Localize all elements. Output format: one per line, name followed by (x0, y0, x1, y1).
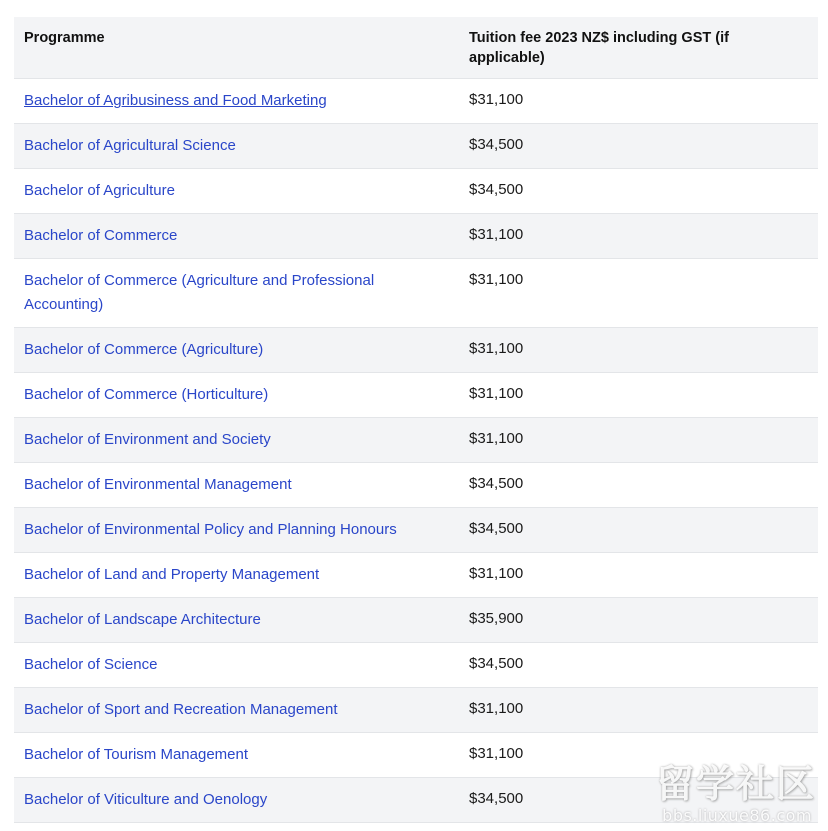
programme-cell (14, 778, 459, 823)
fee-cell: $31,100 (459, 688, 818, 733)
column-header-tuition-fee: Tuition fee 2023 NZ$ including GST (if applicable) (459, 17, 818, 79)
table-row (14, 508, 818, 553)
programme-cell (14, 373, 459, 418)
fee-cell: $34,500 (459, 463, 818, 508)
programme-link[interactable]: Bachelor of Commerce (Agriculture and Professional Accounting) (24, 272, 375, 313)
table-row (14, 259, 818, 328)
programme-cell (14, 508, 459, 553)
programme-link[interactable]: Bachelor of Science (24, 656, 158, 673)
watermark-url: bbs.liuxue86.com (662, 806, 812, 825)
watermark-title: 留学社区 (656, 762, 817, 806)
tuition-fee-table-container (14, 17, 818, 823)
fee-cell: $31,100 (459, 328, 818, 373)
programme-link[interactable]: Bachelor of Landscape Architecture (24, 611, 261, 628)
fee-cell: $34,500 (459, 169, 818, 214)
fee-cell: $31,100 (459, 418, 818, 463)
programme-link[interactable]: Bachelor of Environmental Management (24, 476, 292, 493)
programme-cell (14, 643, 459, 688)
programme-cell (14, 418, 459, 463)
table-row (14, 688, 818, 733)
programme-cell (14, 553, 459, 598)
table-row (14, 463, 818, 508)
programme-link[interactable]: Bachelor of Commerce (Horticulture) (24, 386, 269, 403)
fee-cell: $31,100 (459, 214, 818, 259)
table-row (14, 79, 818, 124)
table-row (14, 124, 818, 169)
programme-cell (14, 733, 459, 778)
fee-cell: $34,500 (459, 778, 818, 823)
fee-cell: $35,900 (459, 598, 818, 643)
table-row (14, 778, 818, 823)
column-header-programme: Programme (14, 17, 459, 79)
table-row (14, 643, 818, 688)
programme-link[interactable]: Bachelor of Sport and Recreation Management (24, 701, 338, 718)
programme-link[interactable]: Bachelor of Land and Property Management (24, 566, 320, 583)
programme-link[interactable]: Bachelor of Commerce (24, 227, 178, 244)
programme-link[interactable]: Bachelor of Tourism Management (24, 746, 249, 763)
programme-link[interactable]: Bachelor of Commerce (Agriculture) (24, 341, 264, 358)
fee-cell: $34,500 (459, 124, 818, 169)
programme-cell (14, 259, 459, 328)
programme-link[interactable]: Bachelor of Viticulture and Oenology (24, 791, 268, 808)
table-row (14, 328, 818, 373)
table-row (14, 418, 818, 463)
fee-cell: $31,100 (459, 259, 818, 328)
programme-link[interactable]: Bachelor of Environment and Society (24, 431, 271, 448)
table-row (14, 373, 818, 418)
table-row (14, 169, 818, 214)
programme-cell (14, 463, 459, 508)
programme-cell (14, 124, 459, 169)
programme-cell (14, 328, 459, 373)
programme-cell (14, 688, 459, 733)
fee-cell: $31,100 (459, 79, 818, 124)
programme-link[interactable]: Bachelor of Agricultural Science (24, 137, 236, 154)
table-row (14, 553, 818, 598)
programme-cell (14, 598, 459, 643)
programme-cell (14, 214, 459, 259)
table-header-row (14, 17, 818, 79)
table-row (14, 214, 818, 259)
table-row (14, 733, 818, 778)
fee-cell: $34,500 (459, 643, 818, 688)
fee-cell: $31,100 (459, 733, 818, 778)
programme-cell (14, 79, 459, 124)
tuition-fee-table (14, 17, 818, 823)
programme-cell (14, 169, 459, 214)
programme-link[interactable]: Bachelor of Agribusiness and Food Marketing (24, 92, 327, 109)
programme-link[interactable]: Bachelor of Agriculture (24, 182, 175, 199)
fee-cell: $31,100 (459, 553, 818, 598)
table-row (14, 598, 818, 643)
fee-cell: $31,100 (459, 373, 818, 418)
fee-cell: $34,500 (459, 508, 818, 553)
programme-link[interactable]: Bachelor of Environmental Policy and Planning Honours (24, 521, 397, 538)
